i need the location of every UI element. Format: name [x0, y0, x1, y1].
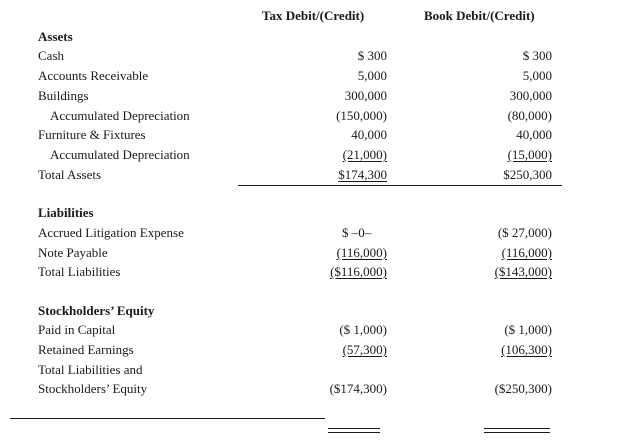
table-row [0, 223, 629, 243]
row-label: Note Payable [38, 245, 108, 260]
tax-value: ($ 1,000) [339, 322, 387, 337]
tax-value: (57,300) [342, 342, 387, 357]
equity-heading: Stockholders’ Equity [38, 303, 155, 318]
assets-heading-row [0, 27, 629, 47]
tax-value: ($116,000) [330, 264, 387, 279]
row-label: Accumulated Depreciation [50, 147, 190, 162]
table-row [0, 320, 629, 340]
row-label: Furniture & Fixtures [38, 127, 146, 142]
row-label: Cash [38, 48, 64, 63]
tax-column-header: Tax Debit/(Credit) [262, 8, 365, 23]
table-row [0, 360, 629, 380]
table-row [0, 165, 629, 185]
table-row [0, 106, 629, 126]
table-row [0, 125, 629, 145]
book-value: ($250,300) [494, 381, 552, 396]
table-row [0, 46, 629, 66]
row-label: Total Liabilities and [38, 362, 143, 377]
row-label: Paid in Capital [38, 322, 116, 337]
book-value: ($143,000) [494, 264, 552, 279]
book-value: $ 300 [522, 48, 552, 63]
table-row [0, 145, 629, 165]
book-value: (116,000) [501, 245, 552, 260]
row-label: Buildings [38, 88, 89, 103]
table-row [0, 262, 629, 282]
table-row [0, 243, 629, 263]
book-double-underline [484, 428, 550, 433]
tax-value: 300,000 [344, 88, 387, 103]
row-label: Retained Earnings [38, 342, 134, 357]
tax-value: (150,000) [336, 108, 387, 123]
tax-value: 5,000 [357, 68, 387, 83]
tax-double-underline [328, 428, 380, 433]
table-row [0, 66, 629, 86]
total-assets-rule [238, 185, 562, 186]
row-label: Accrued Litigation Expense [38, 225, 184, 240]
liabilities-heading: Liabilities [38, 205, 94, 220]
table-row [0, 340, 629, 360]
tax-value: 40,000 [351, 127, 387, 142]
book-value: (106,300) [501, 342, 552, 357]
tax-value: $174,300 [338, 167, 387, 182]
row-label: Stockholders’ Equity [38, 381, 148, 396]
table-row [0, 379, 629, 399]
tax-value: ($174,300) [329, 381, 387, 396]
row-label: Accounts Receivable [38, 68, 149, 83]
book-value: ($ 1,000) [504, 322, 552, 337]
book-value: 5,000 [522, 68, 552, 83]
bottom-rule [10, 418, 325, 419]
row-label: Total Liabilities [38, 264, 121, 279]
table-row [0, 86, 629, 106]
tax-value: $ –0– [342, 225, 372, 240]
liabilities-heading-row [0, 203, 629, 223]
assets-heading: Assets [38, 29, 73, 44]
book-value: 300,000 [509, 88, 552, 103]
row-label: Total Assets [38, 167, 102, 182]
book-value: (15,000) [507, 147, 552, 162]
equity-heading-row [0, 301, 629, 321]
book-value: $250,300 [503, 167, 552, 182]
row-label: Accumulated Depreciation [50, 108, 190, 123]
tax-value: $ 300 [357, 48, 387, 63]
book-value: 40,000 [516, 127, 552, 142]
book-value: (80,000) [507, 108, 552, 123]
tax-value: (21,000) [342, 147, 387, 162]
book-value: ($ 27,000) [497, 225, 552, 240]
tax-value: (116,000) [336, 245, 387, 260]
book-column-header: Book Debit/(Credit) [424, 8, 535, 23]
